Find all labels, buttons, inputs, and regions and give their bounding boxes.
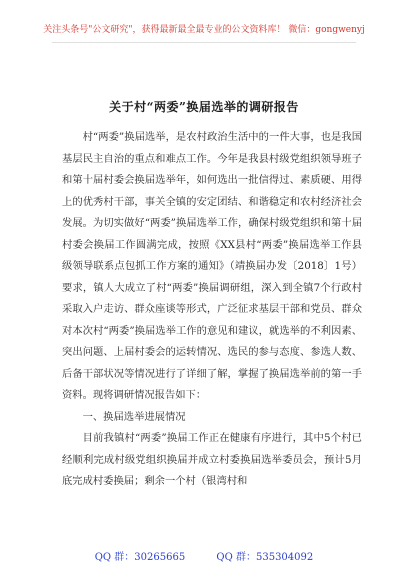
footer-qq-group-1: QQ 群：30265665 [94,552,186,563]
section-heading: 一、换届选举进展情况 [82,410,186,423]
document-body [62,127,362,493]
section-paragraph: 目前我镇村“两委”换届工作正在健康有序进行，其中5个村已经顺利完成村级党组织换届并成立村委换届选举委员会，预计5月底完成村委换届；剩余一个村（银湾村和 [62,432,362,487]
footer-qq-group-2: QQ 群：535304092 [216,552,314,563]
header-promo-note: 关注头条号"公文研究"，获得最新最全最专业的公文资料库！ 微信：gongwenyj [43,25,365,35]
footer-contact [0,548,408,563]
header-divider [52,42,356,43]
document-title: 关于村“两委”换届选举的调研报告 [109,100,299,114]
intro-paragraph: 村“两委”换届选举，是农村政治生活中的一件大事，也是我国基层民主自治的重点和难点工作。今年是我县村级党组织领导班子和第十届村委会换届选举年，如何选出一批信得过、素质硬、用得上的优秀村干部，事关全镇的安定团结、和谐稳定和农村经济社会发展。为切实做好“两委”换届选举工作，确保村级党组织和第十届村委会换届工作圆满完成，按照《XX县村“两委”换届选举工作县级领导联系点包抓工作方案的通知》（靖换届办发〔2018〕1号）要求，镇人大成立了村“两委”换届调研组，深入到全镇7个行政村采取入户走访、群众座谈等形式，广泛征求基层干部和党员、群众对本次村“两委”换届选举工作的意见和建议，就选举的不利因素、突出问题、上届村委会的运转情况、选民的参与态度、参选人数、后备干部状况等情况进行了详细了解，掌握了换届选举前的第一手资料。现将调研情况报告如下： [62,131,362,401]
